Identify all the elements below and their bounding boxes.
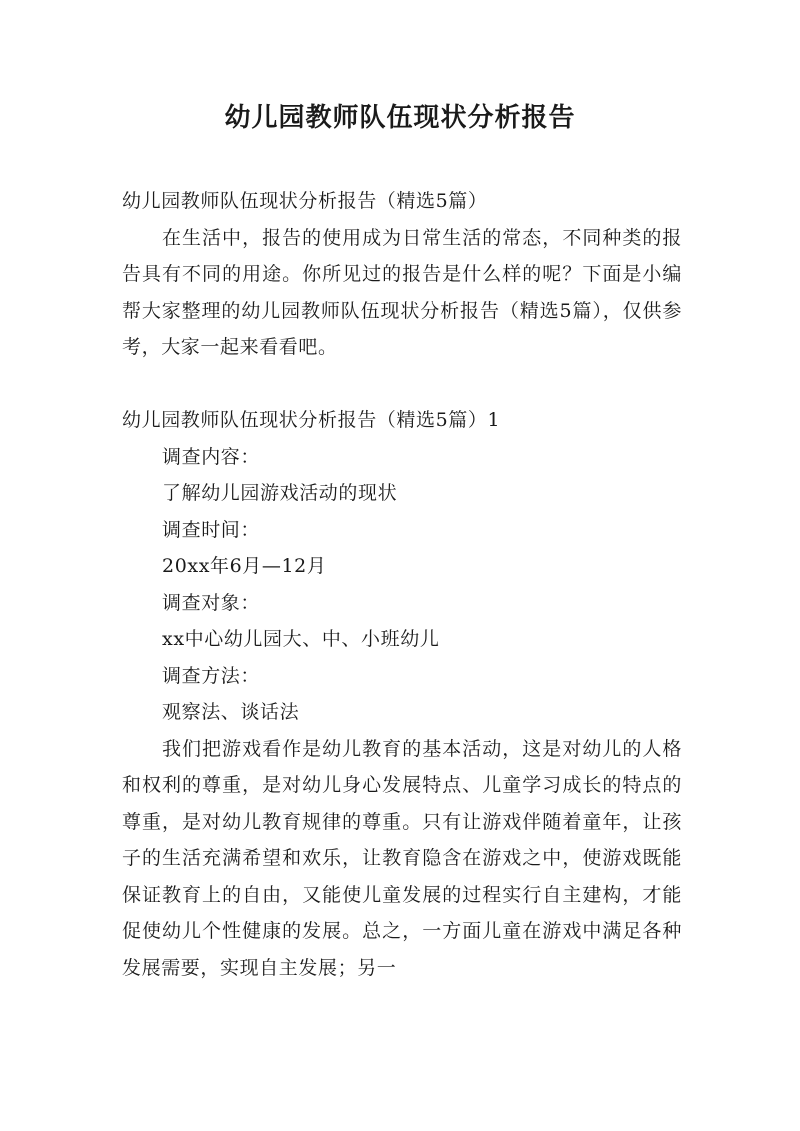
- survey-subject-value: xx中心幼儿园大、中、小班幼儿: [162, 628, 440, 650]
- paragraph-gap: [122, 366, 682, 403]
- survey-content-value: 了解幼儿园游戏活动的现状: [162, 482, 398, 504]
- document-body: [122, 183, 682, 986]
- section-heading: 幼儿园教师队伍现状分析报告（精选5篇）1: [122, 409, 501, 431]
- survey-time-label: 调查时间：: [162, 518, 261, 541]
- intro-paragraph: 在生活中，报告的使用成为日常生活的常态，不同种类的报告具有不同的用途。你所见过的报告是什么样的呢？下面是小编帮大家整理的幼儿园教师队伍现状分析报告（精选5篇），仅供参考，大家一起来看看吧。: [122, 226, 682, 358]
- document-title: 幼儿园教师队伍现状分析报告: [224, 103, 576, 133]
- survey-method-value: 观察法、谈话法: [162, 701, 300, 723]
- survey-subject-label: 调查对象：: [162, 591, 261, 614]
- body-paragraph: 我们把游戏看作是幼儿教育的基本活动，这是对幼儿的人格和权利的尊重，是对幼儿身心发展特点、儿童学习成长的特点的尊重，是对幼儿教育规律的尊重。只有让游戏伴随着童年，让孩子的生活充满希望和欢乐，让教育隐含在游戏之中，使游戏既能保证教育上的自由，又能使儿童发展的过程实行自主建构，才能促使幼儿个性健康的发展。总之，一方面儿童在游戏中满足各种发展需要，实现自主发展；另一: [122, 737, 682, 979]
- survey-content-label: 调查内容：: [162, 445, 261, 468]
- document-subtitle: 幼儿园教师队伍现状分析报告（精选5篇）: [122, 190, 488, 212]
- survey-method-label: 调查方法：: [162, 664, 261, 687]
- survey-time-value: 20xx年6月—12月: [162, 555, 327, 577]
